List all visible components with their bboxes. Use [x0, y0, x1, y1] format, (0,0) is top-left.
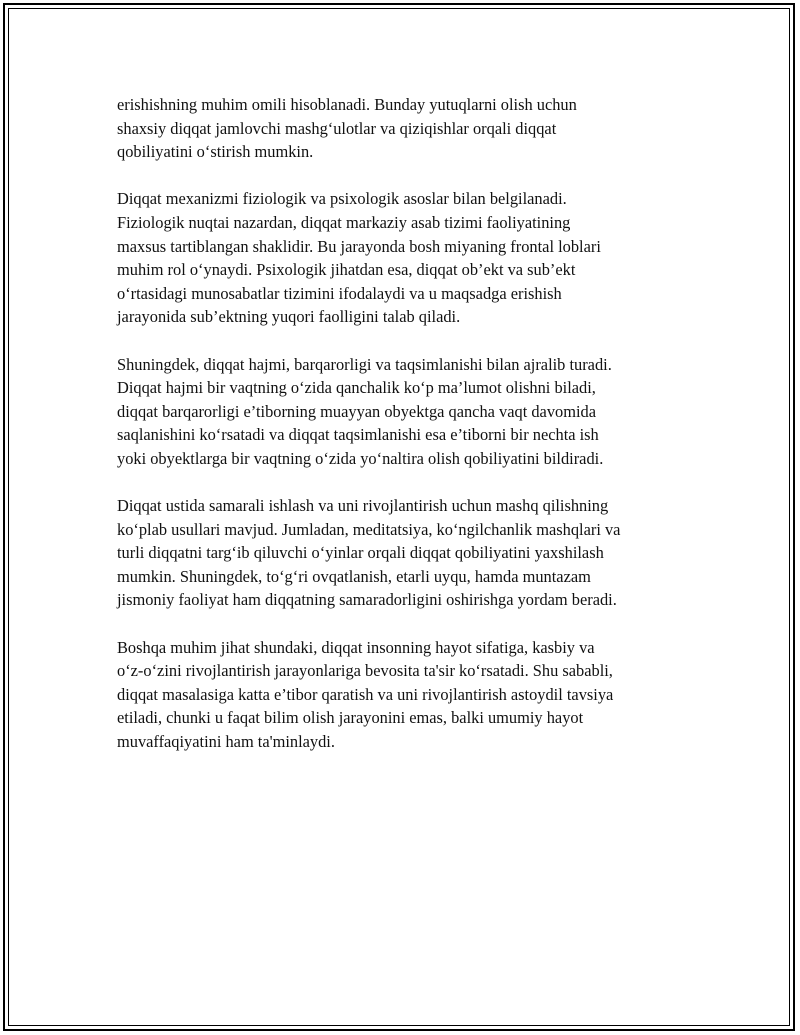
paragraph-5 — [117, 636, 689, 754]
paragraph-line: o‘z-o‘zini rivojlantirish jarayonlariga bevosita ta'sir ko‘rsatadi. Shu sababli, — [117, 661, 613, 681]
paragraph-line: ko‘plab usullari mavjud. Jumladan, meditatsiya, ko‘ngilchanlik mashqlari va — [117, 519, 621, 539]
paragraph-line: erishishning muhim omili hisoblanadi. Bunday yutuqlarni olish uchun — [117, 95, 577, 114]
paragraph-line: Diqqat hajmi bir vaqtning o‘zida qanchalik ko‘p ma’lumot olishni biladi, — [117, 378, 596, 398]
paragraph-line: Shuningdek, diqqat hajmi, barqarorligi va taqsimlanishi bilan ajralib turadi. — [117, 354, 612, 374]
paragraph-line: saqlanishini ko‘rsatadi va diqqat taqsimlanishi esa e’tiborni bir nechta ish — [117, 425, 599, 445]
paragraph-line: turli diqqatni targ‘ib qiluvchi o‘yinlar orqali diqqat qobiliyatini yaxshilash — [117, 543, 604, 563]
paragraph-line: diqqat barqarorligi e’tiborning muayyan obyektga qancha vaqt davomida — [117, 401, 596, 421]
paragraph-line: maxsus tartiblangan shaklidir. Bu jarayonda bosh miyaning frontal loblari — [117, 236, 601, 256]
paragraph-line: Fiziologik nuqtai nazardan, diqqat markaziy asab tizimi faoliyatining — [117, 212, 571, 232]
paragraph-line: qobiliyatini o‘stirish mumkin. — [117, 142, 314, 162]
paragraph-line: mumkin. Shuningdek, to‘g‘ri ovqatlanish, etarli uyqu, hamda muntazam — [117, 566, 591, 586]
paragraph-line: shaxsiy diqqat jamlovchi mashg‘ulotlar va qiziqishlar orqali diqqat — [117, 118, 557, 138]
paragraph-line: muvaffaqiyatini ham ta'minlaydi. — [117, 732, 335, 752]
paragraph-line: diqqat masalasiga katta e’tibor qaratish va uni rivojlantirish astoydil tavsiya — [117, 684, 614, 704]
paragraph-1 — [117, 93, 689, 164]
paragraph-line: etiladi, chunki u faqat bilim olish jarayonini emas, balki umumiy hayot — [117, 708, 584, 728]
paragraph-line: Diqqat ustida samarali ishlash va uni rivojlantirish uchun mashq qilishning — [117, 496, 609, 516]
document-body — [117, 93, 689, 777]
paragraph-line: muhim rol o‘ynaydi. Psixologik jihatdan esa, diqqat ob’ekt va sub’ekt — [117, 260, 576, 280]
paragraph-line: jarayonida sub’ektning yuqori faolligini talab qiladi. — [117, 307, 461, 327]
paragraph-line: yoki obyektlarga bir vaqtning o‘zida yo‘naltira olish qobiliyatini bildiradi. — [117, 448, 604, 468]
paragraph-4 — [117, 494, 689, 612]
paragraph-3 — [117, 353, 689, 471]
paragraph-2 — [117, 187, 689, 329]
paragraph-line: o‘rtasidagi munosabatlar tizimini ifodalaydi va u maqsadga erishish — [117, 283, 562, 303]
paragraph-line: Diqqat mexanizmi fiziologik va psixologik asoslar bilan belgilanadi. — [117, 189, 567, 209]
paragraph-line: jismoniy faoliyat ham diqqatning samaradorligini oshirishga yordam beradi. — [117, 590, 617, 610]
paragraph-line: Boshqa muhim jihat shundaki, diqqat insonning hayot sifatiga, kasbiy va — [117, 637, 595, 657]
